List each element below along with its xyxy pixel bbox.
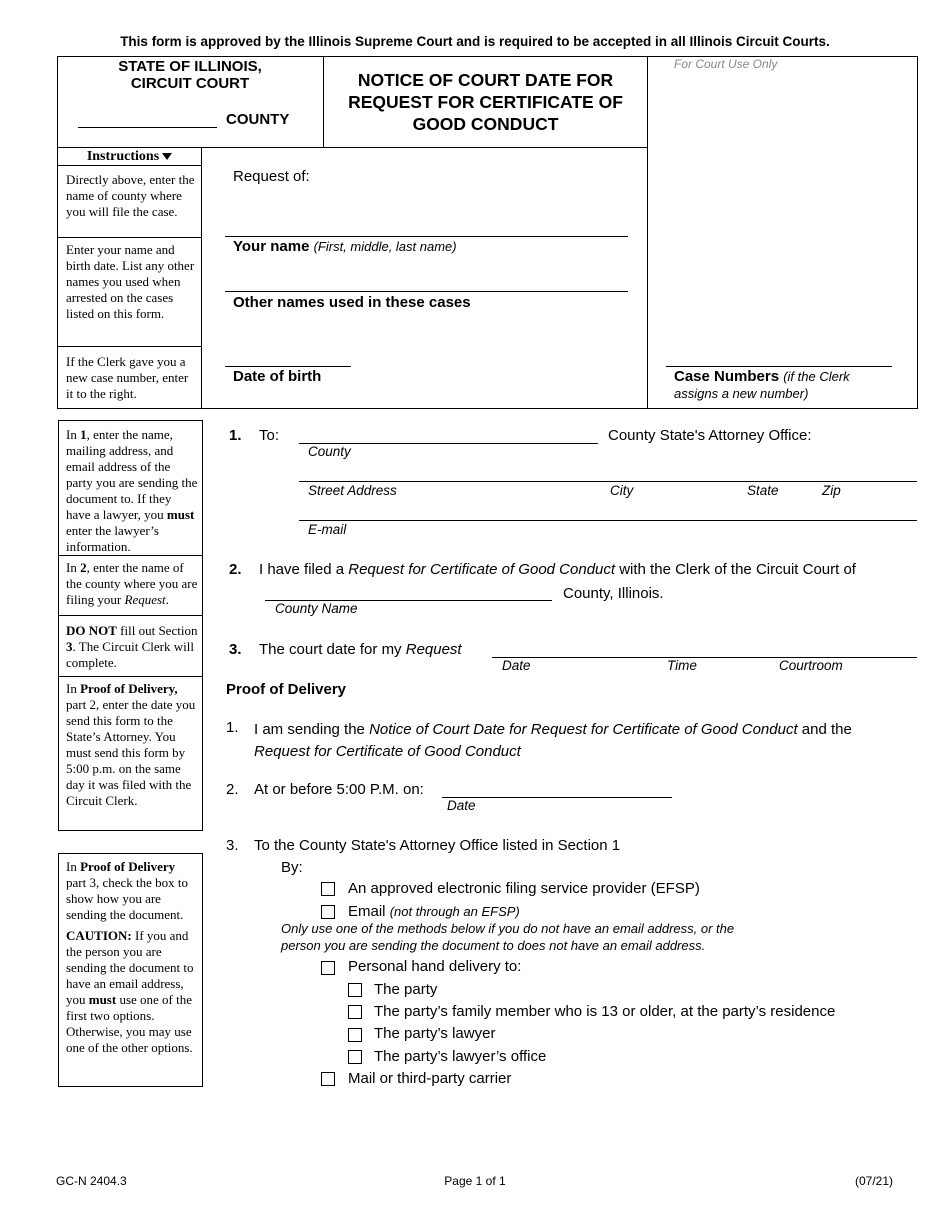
form-title	[324, 69, 647, 135]
s3-text-request: Request	[405, 641, 462, 658]
section-1-number: 1.	[229, 427, 242, 444]
time-caption: Time	[667, 658, 697, 673]
pi1-notice: Notice of Court Date for Request for Certificate of Good Conduct	[369, 721, 798, 738]
court-line: CIRCUIT COURT	[130, 75, 250, 92]
request-of-label: Request of:	[233, 168, 310, 185]
email-caption: E-mail	[308, 522, 347, 537]
mail-checkbox[interactable]	[321, 1072, 335, 1086]
county-field-line[interactable]	[78, 127, 217, 128]
revision-date: (07/21)	[855, 1174, 894, 1188]
pod2-pre: In	[66, 681, 81, 696]
s3-num: 3	[66, 639, 73, 654]
proof-item-3-number: 3.	[226, 837, 239, 854]
s1-mid: , enter the name, mailing address, and email address of the party you are sending the document to. If they have a lawyer, you	[66, 427, 198, 522]
delivery-note	[281, 920, 734, 954]
title-line-3: GOOD CONDUCT	[412, 114, 559, 134]
caret-down-icon	[162, 153, 172, 160]
date-of-birth-label: Date of birth	[233, 368, 322, 385]
court-date-field[interactable]	[492, 657, 917, 658]
section-1-office: County State's Attorney Office:	[608, 427, 812, 444]
section-2-number: 2.	[229, 561, 242, 578]
email-option-label	[348, 903, 520, 920]
delivery-note-1: Only use one of the methods below if you do not have an email address, or the	[281, 921, 735, 936]
instruction-proof-2	[66, 681, 198, 809]
email-option-text: Email	[348, 903, 386, 920]
s2-end: .	[165, 592, 169, 607]
your-name-text: Your name	[233, 238, 310, 255]
county-illinois: County, Illinois.	[563, 585, 664, 602]
city-caption: City	[610, 483, 634, 498]
county-label: COUNTY	[226, 111, 290, 128]
county-caption: County	[308, 444, 351, 459]
caution-mid: If you and the person you are sending the document to have an email address, you	[66, 928, 194, 1007]
instruction-section-1	[66, 427, 198, 555]
pi1-request: Request for Certificate of Good Conduct	[254, 743, 521, 760]
proof-item-3: To the County State's Attorney Office listed in Section 1	[254, 837, 621, 854]
pi1-and: and the	[797, 721, 852, 738]
your-name-field[interactable]	[225, 236, 628, 237]
s3-text-pre: The court date for my	[259, 641, 406, 658]
s3-donot: DO NOT	[66, 623, 117, 638]
case-numbers-hint-2: assigns a new number)	[674, 386, 809, 401]
pod3-end: part 3, check the box to show how you are sending the document.	[66, 875, 189, 922]
lawyer-office-checkbox[interactable]	[348, 1050, 362, 1064]
s2-request: Request	[124, 592, 166, 607]
section-1-to: To:	[259, 427, 280, 444]
street-caption: Street Address	[308, 483, 397, 498]
title-line-1: NOTICE OF COURT DATE FOR	[357, 70, 614, 90]
instructions-header	[57, 148, 202, 165]
delivery-note-2: person you are sending the document to does not have an email address.	[281, 938, 706, 953]
title-line-2: REQUEST FOR CERTIFICATE OF	[348, 92, 623, 112]
s1-pre: In	[66, 427, 81, 442]
caution-bold: CAUTION:	[66, 928, 132, 943]
s3-end: . The Circuit Clerk will complete.	[66, 639, 194, 670]
s2-mid: , enter the name of the county where you are filing your	[66, 560, 198, 607]
instruction-section-3	[66, 623, 198, 671]
instruction-section-2	[66, 560, 198, 608]
proof-item-1-number: 1.	[226, 719, 239, 736]
lawyer-label: The party’s lawyer	[374, 1025, 496, 1042]
s1-num: 1	[80, 427, 87, 442]
s2-text-request: Request for Certificate of Good Conduct	[348, 561, 616, 578]
s3-mid: fill out Section	[116, 623, 198, 638]
proof-title: Proof of Delivery	[226, 681, 347, 698]
court-use-label: For Court Use Only	[674, 57, 778, 71]
family-member-checkbox[interactable]	[348, 1005, 362, 1019]
caution-end: use one of the first two options. Otherwise, you may use one of the other options.	[66, 992, 193, 1055]
court-heading	[57, 58, 323, 92]
hand-delivery-label: Personal hand delivery to:	[348, 958, 522, 975]
lawyer-office-label: The party’s lawyer’s office	[374, 1048, 547, 1065]
pod2-bold: Proof of Delivery,	[80, 681, 178, 696]
case-numbers-hint: (if the Clerk	[783, 369, 850, 384]
email-option-hint: (not through an EFSP)	[389, 904, 520, 919]
mail-label: Mail or third-party carrier	[348, 1070, 512, 1087]
caution-must: must	[88, 992, 117, 1007]
instruction-case-number: If the Clerk gave you a new case number, enter it to the right.	[66, 354, 189, 401]
other-names-field[interactable]	[225, 291, 628, 292]
your-name-label	[233, 238, 457, 255]
hand-delivery-checkbox[interactable]	[321, 961, 335, 975]
pod3-pre: In	[66, 859, 81, 874]
efsp-label: An approved electronic filing service provider (EFSP)	[348, 880, 700, 897]
your-name-hint: (First, middle, last name)	[313, 239, 457, 254]
case-numbers-text: Case Numbers	[674, 368, 780, 385]
pi1-pre: I am sending the	[254, 721, 370, 738]
s1-end: enter the lawyer’s information.	[66, 523, 159, 554]
courtroom-caption: Courtroom	[779, 658, 843, 673]
zip-caption: Zip	[822, 483, 841, 498]
instruction-county: Directly above, enter the name of county where you will file the case.	[66, 172, 195, 219]
section-2-text	[259, 561, 856, 578]
delivery-date-field[interactable]	[442, 797, 672, 798]
lawyer-checkbox[interactable]	[348, 1028, 362, 1042]
party-label: The party	[374, 981, 438, 998]
s2-text-post: with the Clerk of the Circuit Court of	[615, 561, 856, 578]
s2-num: 2	[80, 560, 87, 575]
s1-must: must	[166, 507, 195, 522]
other-names-label: Other names used in these cases	[233, 294, 471, 311]
instructions-label: Instructions	[86, 149, 160, 164]
state-caption: State	[747, 483, 779, 498]
s2-pre: In	[66, 560, 81, 575]
section-3-number: 3.	[229, 641, 242, 658]
section-3-text	[259, 641, 462, 658]
proof-item-2: At or before 5:00 P.M. on:	[254, 781, 424, 798]
proof-item-2-number: 2.	[226, 781, 239, 798]
delivery-date-caption: Date	[447, 798, 476, 813]
email-checkbox[interactable]	[321, 905, 335, 919]
by-label: By:	[281, 859, 303, 876]
efsp-checkbox[interactable]	[321, 882, 335, 896]
family-member-label: The party’s family member who is 13 or older, at the party’s residence	[374, 1003, 836, 1020]
date-caption: Date	[502, 658, 531, 673]
page-number: Page 1 of 1	[444, 1174, 506, 1188]
state-line: STATE OF ILLINOIS,	[118, 58, 262, 75]
pod3-bold: Proof of Delivery	[80, 859, 176, 874]
form-number: GC-N 2404.3	[56, 1174, 127, 1188]
email-field[interactable]	[299, 520, 917, 521]
pod2-end: part 2, enter the date you send this form to the State’s Attorney. You must send this form by 5:00 p.m. on the same day it was filed with the Circuit Clerk.	[66, 697, 196, 808]
approval-note: This form is approved by the Illinois Supreme Court and is required to be accepted in all Illinois Circuit Courts.	[120, 34, 830, 49]
instruction-caution	[66, 928, 198, 1056]
case-numbers-label	[674, 368, 850, 402]
instruction-proof-3	[66, 859, 198, 923]
address-field[interactable]	[299, 481, 917, 482]
proof-item-1	[254, 719, 914, 763]
date-of-birth-field[interactable]	[225, 366, 351, 367]
county-name-caption: County Name	[275, 601, 358, 616]
instruction-name: Enter your name and birth date. List any other names you used when arrested on the cases listed on this form.	[66, 242, 195, 321]
s2-text-pre: I have filed a	[259, 561, 349, 578]
party-checkbox[interactable]	[348, 983, 362, 997]
case-numbers-field[interactable]	[666, 366, 892, 367]
